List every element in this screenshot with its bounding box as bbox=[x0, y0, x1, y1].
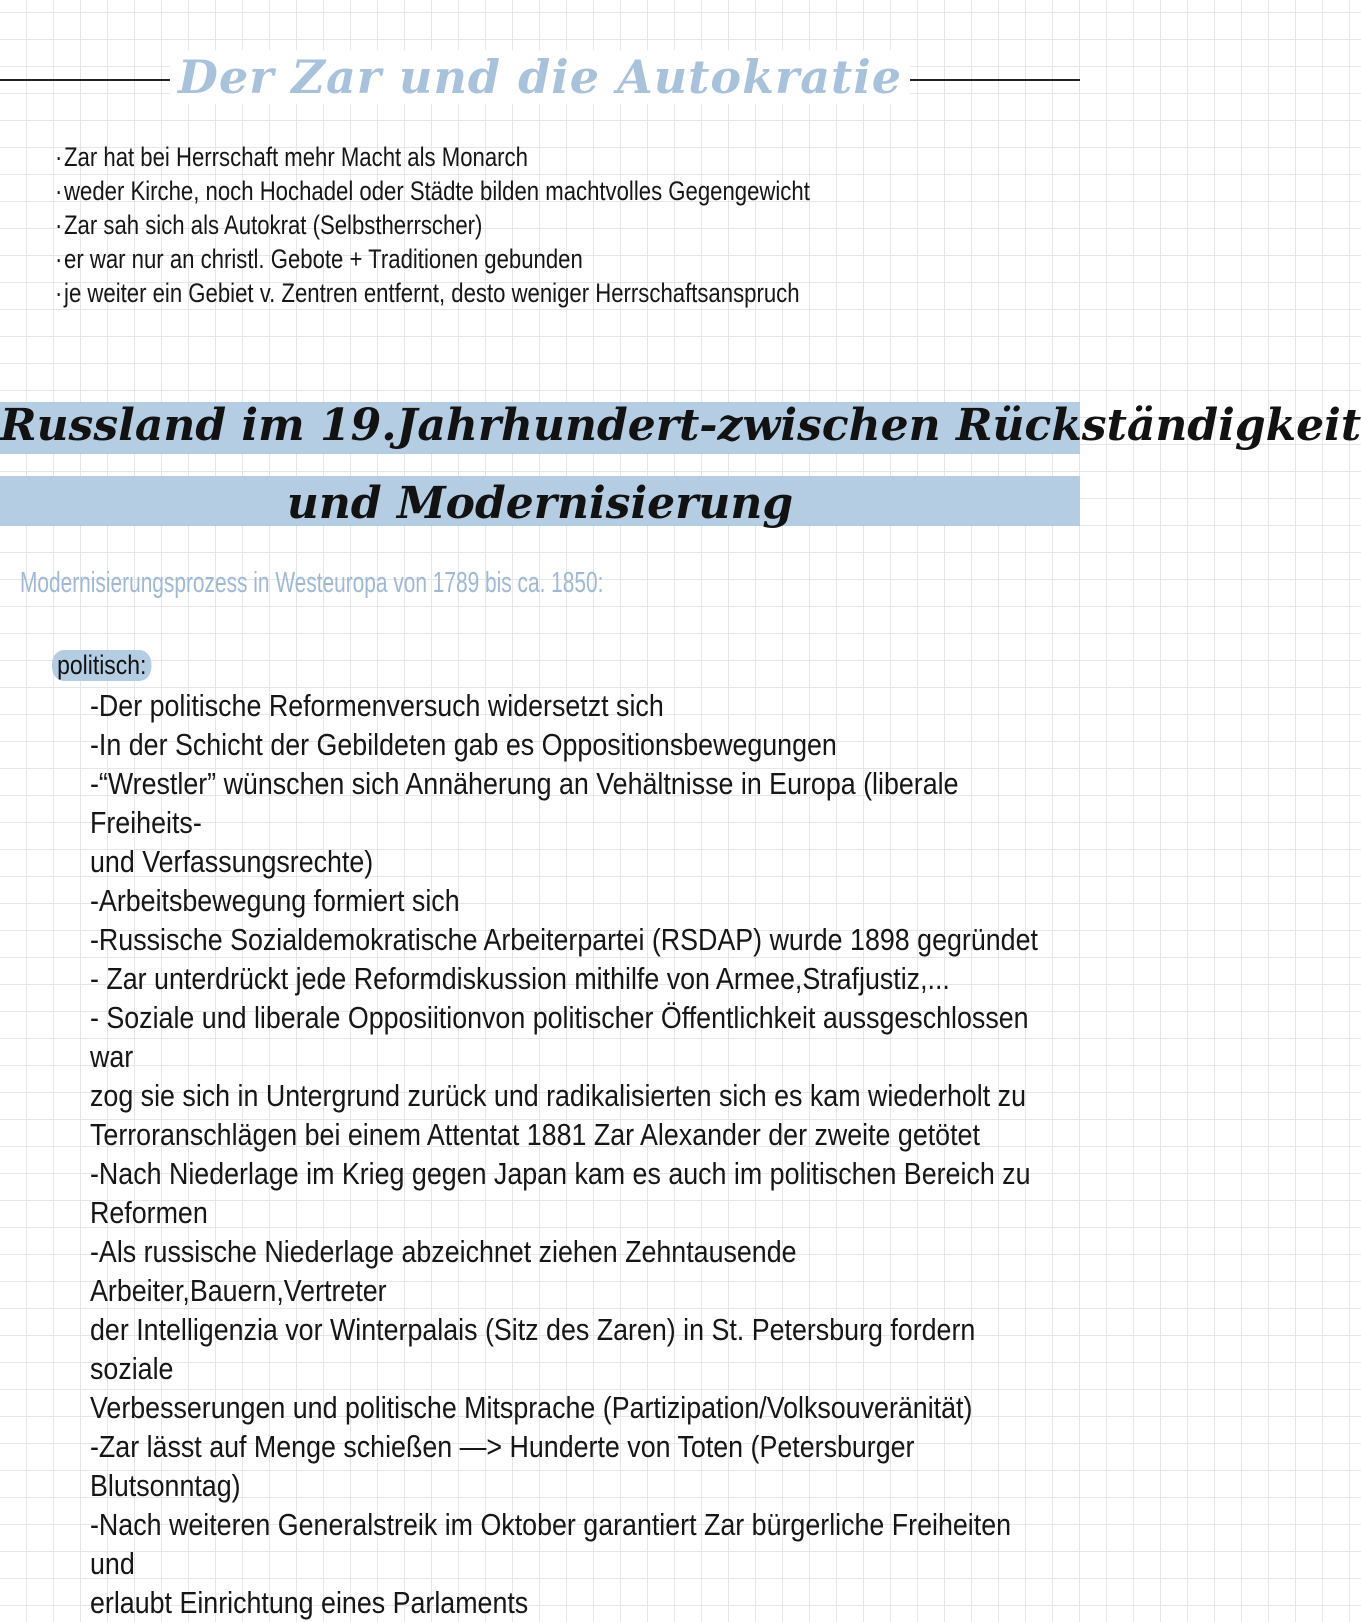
political-notes-list bbox=[90, 686, 1042, 1622]
list-item: · Zar hat bei Herrschaft mehr Macht als Monarch bbox=[55, 140, 810, 174]
list-item: - Soziale und liberale Opposiitionvon politischer Öffentlichkeit aussgeschlossen war zog sie sich in Untergrund zurück und radikalisierten sich es kam wiederholt zu Terroranschlägen bei einem Attentat 1881 Zar Alexander der zweite getötet bbox=[90, 1000, 1029, 1152]
main-heading-line1: Russland im 19.Jahrhundert-zwischen Rückständigkeit bbox=[0, 400, 1361, 451]
list-item: -Arbeitsbewegung formiert sich bbox=[90, 883, 460, 918]
list-item: -“Wrestler” wünschen sich Annäherung an Vehältnisse in Europa (liberale Freiheits- und Verfassungsrechte) bbox=[90, 766, 959, 879]
list-item: -Russische Sozialdemokratische Arbeiterpartei (RSDAP) wurde 1898 gegründet bbox=[90, 922, 1038, 957]
list-item: · weder Kirche, noch Hochadel oder Städte bilden machtvolles Gegengewicht bbox=[55, 174, 810, 208]
list-item: -Nach weiteren Generalstreik im Oktober garantiert Zar bürgerliche Freiheiten und erlaubt Einrichtung eines Parlaments bbox=[90, 1507, 1012, 1620]
list-item: -Nach Niederlage im Krieg gegen Japan kam es auch im politischen Bereich zu Reformen bbox=[90, 1156, 1031, 1230]
list-item: -Zar lässt auf Menge schießen —> Hunderte von Toten (Petersburger Blutsonntag) bbox=[90, 1429, 915, 1503]
subheading: Modernisierungsprozess in Westeuropa von 1789 bis ca. 1850: bbox=[20, 567, 604, 599]
list-item: -Der politische Reformenversuch widersetzt sich bbox=[90, 688, 664, 723]
section-label-politisch: politisch: bbox=[52, 650, 151, 681]
list-item: -Als russische Niederlage abzeichnet ziehen Zehntausende Arbeiter,Bauern,Vertreter der Intelligenzia vor Winterpalais (Sitz des Zaren) in St. Petersburg fordern soziale Verbesserungen und politische Mitsprache (Partizipation/Volksouveränität) bbox=[90, 1234, 976, 1425]
list-item: · er war nur an christl. Gebote + Traditionen gebunden bbox=[55, 242, 810, 276]
page-title-text: Der Zar und die Autokratie bbox=[170, 50, 910, 104]
main-heading-line2: und Modernisierung bbox=[286, 478, 794, 529]
intro-notes-list bbox=[55, 140, 810, 310]
list-item: -In der Schicht der Gebildeten gab es Oppositionsbewegungen bbox=[90, 727, 837, 762]
page-title bbox=[0, 50, 1080, 104]
list-item: - Zar unterdrückt jede Reformdiskussion mithilfe von Armee,Strafjustiz,... bbox=[90, 961, 950, 996]
list-item: · je weiter ein Gebiet v. Zentren entfernt, desto weniger Herrschaftsanspruch bbox=[55, 276, 810, 310]
list-item: · Zar sah sich als Autokrat (Selbstherrscher) bbox=[55, 208, 810, 242]
